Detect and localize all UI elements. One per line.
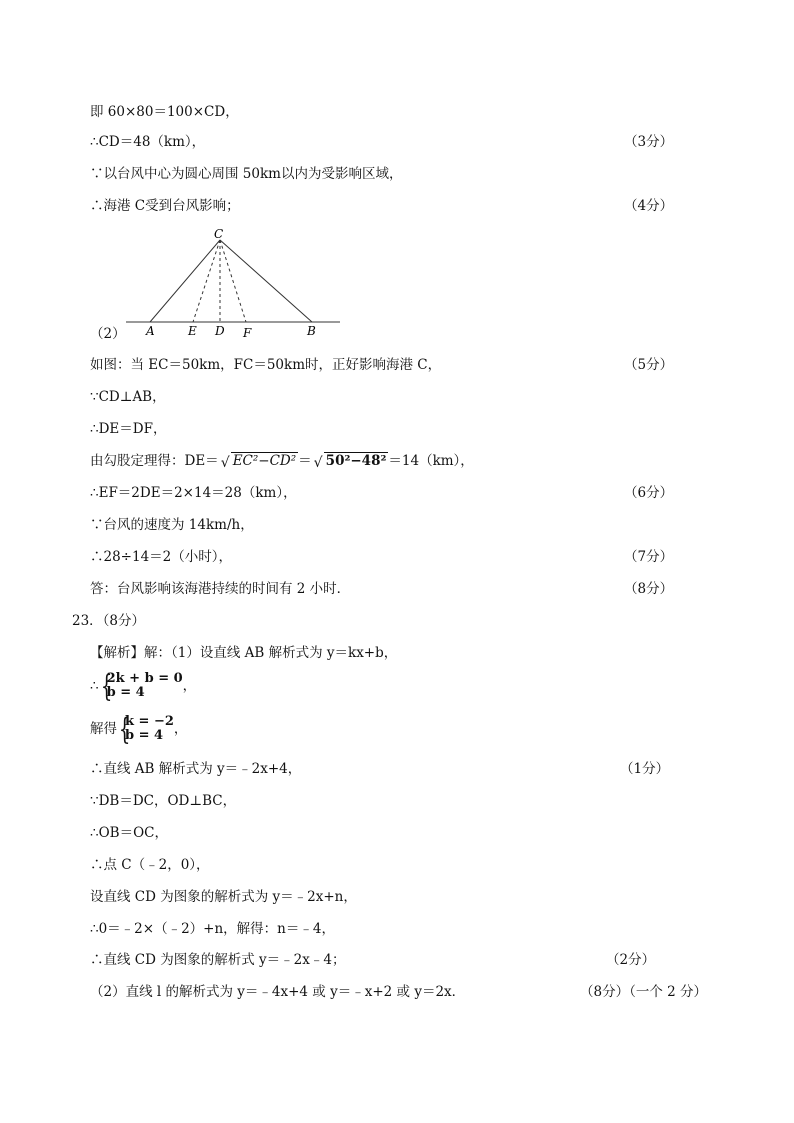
line-21: 设直线 CD 为图象的解析式为 y＝﹣2x+n， — [90, 889, 357, 905]
label-b: B — [307, 324, 316, 338]
pythag-prefix: 由勾股定理得：DE＝ — [90, 453, 219, 469]
score-1: （1分） — [620, 761, 670, 777]
score-7: （7分） — [624, 549, 674, 565]
therefore-symbol: ∴ — [90, 678, 99, 694]
line-4: ∴海港 C受到台风影响； — [90, 198, 240, 214]
side-cb — [220, 240, 312, 322]
system-1-suffix: ， — [182, 678, 197, 694]
line-24: （2）直线 l 的解析式为 y＝﹣4x+4 或 y＝﹣x+2 或 y＝2x． — [90, 984, 466, 1000]
label-d: D — [215, 324, 225, 338]
line-8: ∴DE＝DF， — [90, 421, 167, 437]
equation-system-1: { 2k + b = 0 b = 4 — [100, 669, 183, 704]
line-6: 如图：当 EC＝50km，FC＝50km时，正好影响海港 C， — [90, 357, 442, 373]
system-2-suffix: ， — [173, 721, 188, 737]
score-6: （6分） — [624, 485, 674, 501]
score-3: （3分） — [624, 134, 674, 150]
label-a: A — [146, 324, 155, 338]
line-13: 答：台风影响该海港持续的时间有 2 小时． — [90, 581, 351, 597]
line-20: ∴点 C（﹣2，0）， — [90, 857, 210, 873]
line-2: ∴CD＝48（km）， — [90, 134, 206, 150]
pythag-eq: ＝ — [298, 453, 312, 469]
part-2-label: （2） — [90, 326, 126, 342]
sqrt-2: √ 50²−48² — [313, 453, 387, 471]
score-2: （2分） — [606, 952, 656, 968]
line-10: ∴EF＝2DE＝2×14＝28（km）， — [90, 485, 297, 501]
line-17: ∴直线 AB 解析式为 y＝﹣2x+4， — [90, 761, 302, 777]
line-12: ∴28÷14＝2（小时）， — [90, 549, 233, 565]
equation-system-2: { k = −2 b = 4 — [118, 712, 174, 747]
solve-label: 解得 — [90, 721, 117, 737]
line-18: ∵DB＝DC，OD⊥BC， — [90, 793, 237, 809]
line-16 — [90, 712, 188, 749]
line-9 — [90, 451, 474, 471]
score-4: （4分） — [624, 198, 674, 214]
label-e: E — [188, 324, 197, 338]
dashed-ce — [193, 240, 220, 322]
line-19: ∴OB＝OC， — [90, 825, 168, 841]
dashed-cf — [220, 240, 246, 322]
pythag-suffix: ＝14（km）， — [388, 453, 474, 469]
triangle-diagram — [90, 225, 350, 345]
score-5: （5分） — [624, 357, 674, 373]
label-f: F — [243, 326, 252, 340]
line-1: 即 60×80＝100×CD， — [90, 104, 239, 120]
line-15 — [90, 669, 197, 706]
sqrt-1: √ EC²−CD² — [220, 453, 297, 471]
line-3: ∵以台风中心为圆心周围 50km以内为受影响区域， — [90, 166, 403, 182]
score-8-each: （8分）（一个 2 分） — [580, 984, 708, 1000]
side-ca — [150, 240, 220, 322]
line-14: 【解析】解：（1）设直线 AB 解析式为 y＝kx+b， — [90, 645, 398, 661]
line-11: ∵台风的速度为 14km/h， — [90, 517, 254, 533]
score-8: （8分） — [624, 581, 674, 597]
label-c: C — [214, 227, 224, 241]
line-23: ∴直线 CD 为图象的解析式 y＝﹣2x﹣4； — [90, 952, 346, 968]
line-22: ∴0＝﹣2×（﹣2）+n，解得：n＝﹣4， — [90, 921, 335, 937]
question-23-heading: 23．（8分） — [72, 613, 146, 629]
line-7: ∵CD⊥AB， — [90, 389, 166, 405]
